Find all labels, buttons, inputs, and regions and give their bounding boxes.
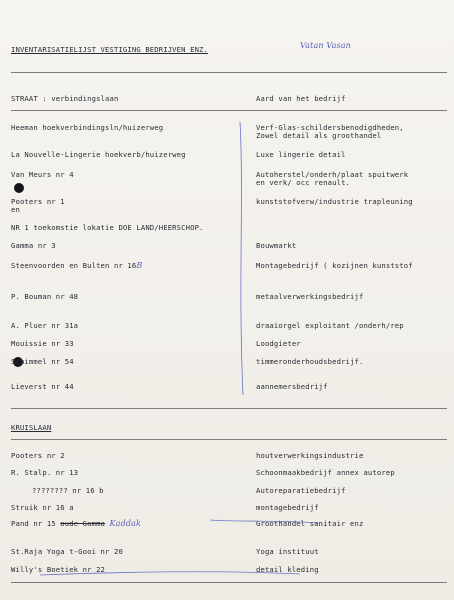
entry-type: detail kleding [256,565,319,574]
struck-text: oude Gamma [60,519,106,528]
entry-type: en verk/ occ renault. [256,178,351,187]
entry-type: Verf-Glas-schildersbenodigdheden, [256,123,404,132]
entry-name: Willy's Boetiek nr 22 [11,565,106,574]
entry-name: en [11,205,20,214]
entry-type: Schoonmaakbedrijf annex autorep [256,468,395,477]
entry-type: draaiorgel exploitant /onderh/rep [256,321,404,330]
entry-name-text: Pand nr 15 [11,519,56,528]
entry-type: metaalverwerkingsbedrijf [256,292,364,301]
entry-type: houtverwerkingsindustrie [256,451,364,460]
entry-type: Groothandel sanitair enz [256,519,364,528]
entry-type: Autoherstel/onderh/plaat spuitwerk [256,170,409,179]
divider [11,110,447,111]
entry-name: P. Bouman nr 48 [11,292,79,301]
entry-name: Heeman hoekverbindingsln/huizerweg [11,123,164,132]
divider [11,439,447,440]
divider [11,72,447,73]
handwritten-correction: B [136,261,143,270]
street-label: STRAAT : verbindingslaan [11,94,119,103]
entry-name [11,520,141,528]
entry-type: aannemersbedrijf [256,382,328,391]
entry-type: kunststofverw/industrie trapleuning [256,197,413,206]
entry-type: Loodgieter [256,339,301,348]
entry-type: montagebedrijf [256,503,319,512]
document-title: INVENTARISATIELIJST VESTIGING BEDRIJVEN ENZ. [11,45,208,54]
entry-name: St.Raja Yoga t-Gooi nr 20 [11,547,123,556]
entry-type: Zowel detail als groothandel [256,131,382,140]
entry-name: Schimmel nr 54 [11,357,74,366]
punch-hole-mark [14,183,24,193]
entry-name: A. Pluer nr 31a [11,321,79,330]
entry-type: timmeronderhoudsbedrijf. [256,357,364,366]
entry-name: Lieverst nr 44 [11,382,74,391]
entry-name [11,262,142,270]
entry-name: ???????? nr 16 b [32,486,104,495]
handwritten-note: Vatan Vasan [300,41,351,50]
entry-name: Pooters nr 1 [11,197,65,206]
entry-name: Struik nr 16 a [11,503,74,512]
entry-name: Gamma nr 3 [11,241,56,250]
type-column-label: Aard van het bedrijf [256,94,346,103]
entry-type: Bouwmarkt [256,241,297,250]
entry-name: R. Stalp. nr 13 [11,468,79,477]
entry-type: Montagebedrijf ( kozijnen kunststof [256,261,413,270]
street-label: KRUISLAAN [11,423,52,432]
divider [11,582,447,583]
handwritten-correction: Kaddak [109,519,142,528]
entry-name: La Nouvelle-Lingerie hoekverb/huizerweg [11,150,186,159]
divider [11,408,447,409]
entry-type: Luxe lingerie detail [256,150,346,159]
entry-name-text: Steenvoorden en Bulten nr 16 [11,261,137,270]
entry-name: NR 1 toekomstie lokatie DOE LAND/HEERSCHOP. [11,223,204,232]
entry-name: Van Meurs nr 4 [11,170,74,179]
entry-name: Pooters nr 2 [11,451,65,460]
entry-type: Yoga instituut [256,547,319,556]
entry-name: Mouissie nr 33 [11,339,74,348]
entry-type: Autoreparatiebedrijf [256,486,346,495]
